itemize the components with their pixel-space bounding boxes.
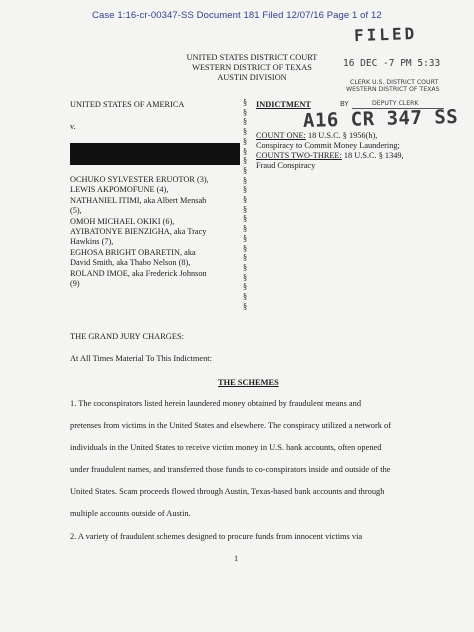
defendant-line: ROLAND IMOE, aka Frederick Johnson: [70, 268, 207, 278]
section-mark: §: [243, 127, 248, 137]
section-mark: §: [243, 156, 248, 166]
defendants-list: [70, 175, 209, 289]
case-header-stamp: Case 1:16-cr-00347-SS Document 181 Filed 12/07/16 Page 1 of 12: [92, 10, 382, 21]
paragraph-line: under fraudulent names, and transferred those funds to co-conspirators inside and outside of the: [70, 465, 391, 474]
section-mark: §: [243, 107, 248, 117]
section-mark: §: [243, 204, 248, 214]
section-mark: §: [243, 233, 248, 243]
section-mark: §: [243, 98, 248, 107]
defendant-line: OMOH MICHAEL OKIKI (6),: [70, 216, 175, 226]
clerk-stamp-line-1: CLERK U.S. DISTRICT COURT: [350, 79, 439, 86]
count-one: [256, 131, 377, 141]
count-one-description: Conspiracy to Commit Money Laundering;: [256, 141, 400, 150]
indictment-title: INDICTMENT: [256, 100, 311, 109]
counts-two-three: [256, 151, 404, 161]
section-mark: §: [243, 292, 248, 302]
section-mark: §: [243, 136, 248, 146]
defendant-line: NATHANIEL ITIMI, aka Albert Mensah: [70, 195, 207, 205]
counts-two-label: COUNTS TWO-THREE:: [256, 151, 342, 160]
defendant-line: LEWIS AKPOMOFUNE (4),: [70, 185, 169, 195]
section-mark: §: [243, 243, 248, 253]
paragraph-line: 2. A variety of fraudulent schemes designed to procure funds from innocent victims via: [70, 532, 363, 541]
paragraph-line: individuals in the United States to receive victim money in U.S. bank accounts, often opened: [70, 443, 382, 452]
page-number: 1: [234, 554, 239, 563]
court-heading: [162, 53, 342, 83]
defendant-line: (5),: [70, 206, 82, 216]
court-line-1: UNITED STATES DISTRICT COURT: [186, 53, 318, 62]
at-all-times-heading: At All Times Material To This Indictment:: [70, 354, 212, 363]
section-mark: §: [243, 253, 248, 263]
section-mark: §: [243, 146, 248, 156]
section-mark: §: [243, 165, 248, 175]
section-mark: §: [243, 185, 248, 195]
section-mark: §: [243, 224, 248, 234]
deputy-clerk-stamp: DEPUTY CLERK: [372, 100, 419, 107]
counts-two-description: Fraud Conspiracy: [256, 161, 316, 170]
section-heading: THE SCHEMES: [218, 378, 279, 387]
by-stamp: BY: [340, 100, 349, 108]
clerk-stamp-line-2: WESTERN DISTRICT OF TEXAS: [346, 86, 440, 93]
section-mark: §: [243, 175, 248, 185]
court-line-2: WESTERN DISTRICT OF TEXAS: [192, 63, 312, 72]
filed-stamp: FILED: [353, 23, 418, 46]
defendant-line: OCHUKO SYLVESTER ERUOTOR (3),: [70, 175, 209, 184]
grand-jury-charges: THE GRAND JURY CHARGES:: [70, 332, 184, 341]
paragraph-line: pretenses from victims in the United States and elsewhere. The conspiracy utilized a network of: [70, 421, 392, 430]
defendant-line: Hawkins (7),: [70, 237, 114, 247]
section-mark: §: [243, 301, 248, 311]
court-line-3: AUSTIN DIVISION: [217, 73, 287, 82]
count-one-label: COUNT ONE:: [256, 131, 306, 140]
section-mark-column: [243, 98, 247, 311]
versus: v.: [70, 122, 76, 131]
paragraph-line: multiple accounts outside of Austin.: [70, 509, 191, 518]
defendant-line: EGHOSA BRIGHT OBARETIN, aka: [70, 247, 196, 257]
section-mark: §: [243, 282, 248, 292]
count-one-text: 18 U.S.C. § 1956(h),: [307, 131, 378, 140]
section-mark: §: [243, 262, 248, 272]
redacted-block: [70, 143, 240, 165]
section-mark: §: [243, 195, 248, 205]
paragraph-line: 1. The coconspirators listed herein laundered money obtained by fraudulent means and: [70, 399, 362, 408]
section-mark: §: [243, 214, 248, 224]
defendant-line: David Smith, aka Thabo Nelson (8),: [70, 258, 191, 268]
section-mark: §: [243, 272, 248, 282]
plaintiff-name: UNITED STATES OF AMERICA: [70, 100, 185, 109]
case-number-stamp: A16 CR 347 SS: [302, 105, 459, 132]
defendant-line: (9): [70, 279, 80, 289]
defendant-line: AYIBATONYE BIENZIGHA, aka Tracy: [70, 227, 207, 237]
section-mark: §: [243, 117, 248, 127]
counts-two-text: 18 U.S.C. § 1349,: [343, 151, 404, 160]
paragraph-line: United States. Scam proceeds flowed through Austin, Texas-based bank accounts and through: [70, 487, 385, 496]
filed-date-stamp: 16 DEC -7 PM 5:33: [343, 58, 441, 69]
